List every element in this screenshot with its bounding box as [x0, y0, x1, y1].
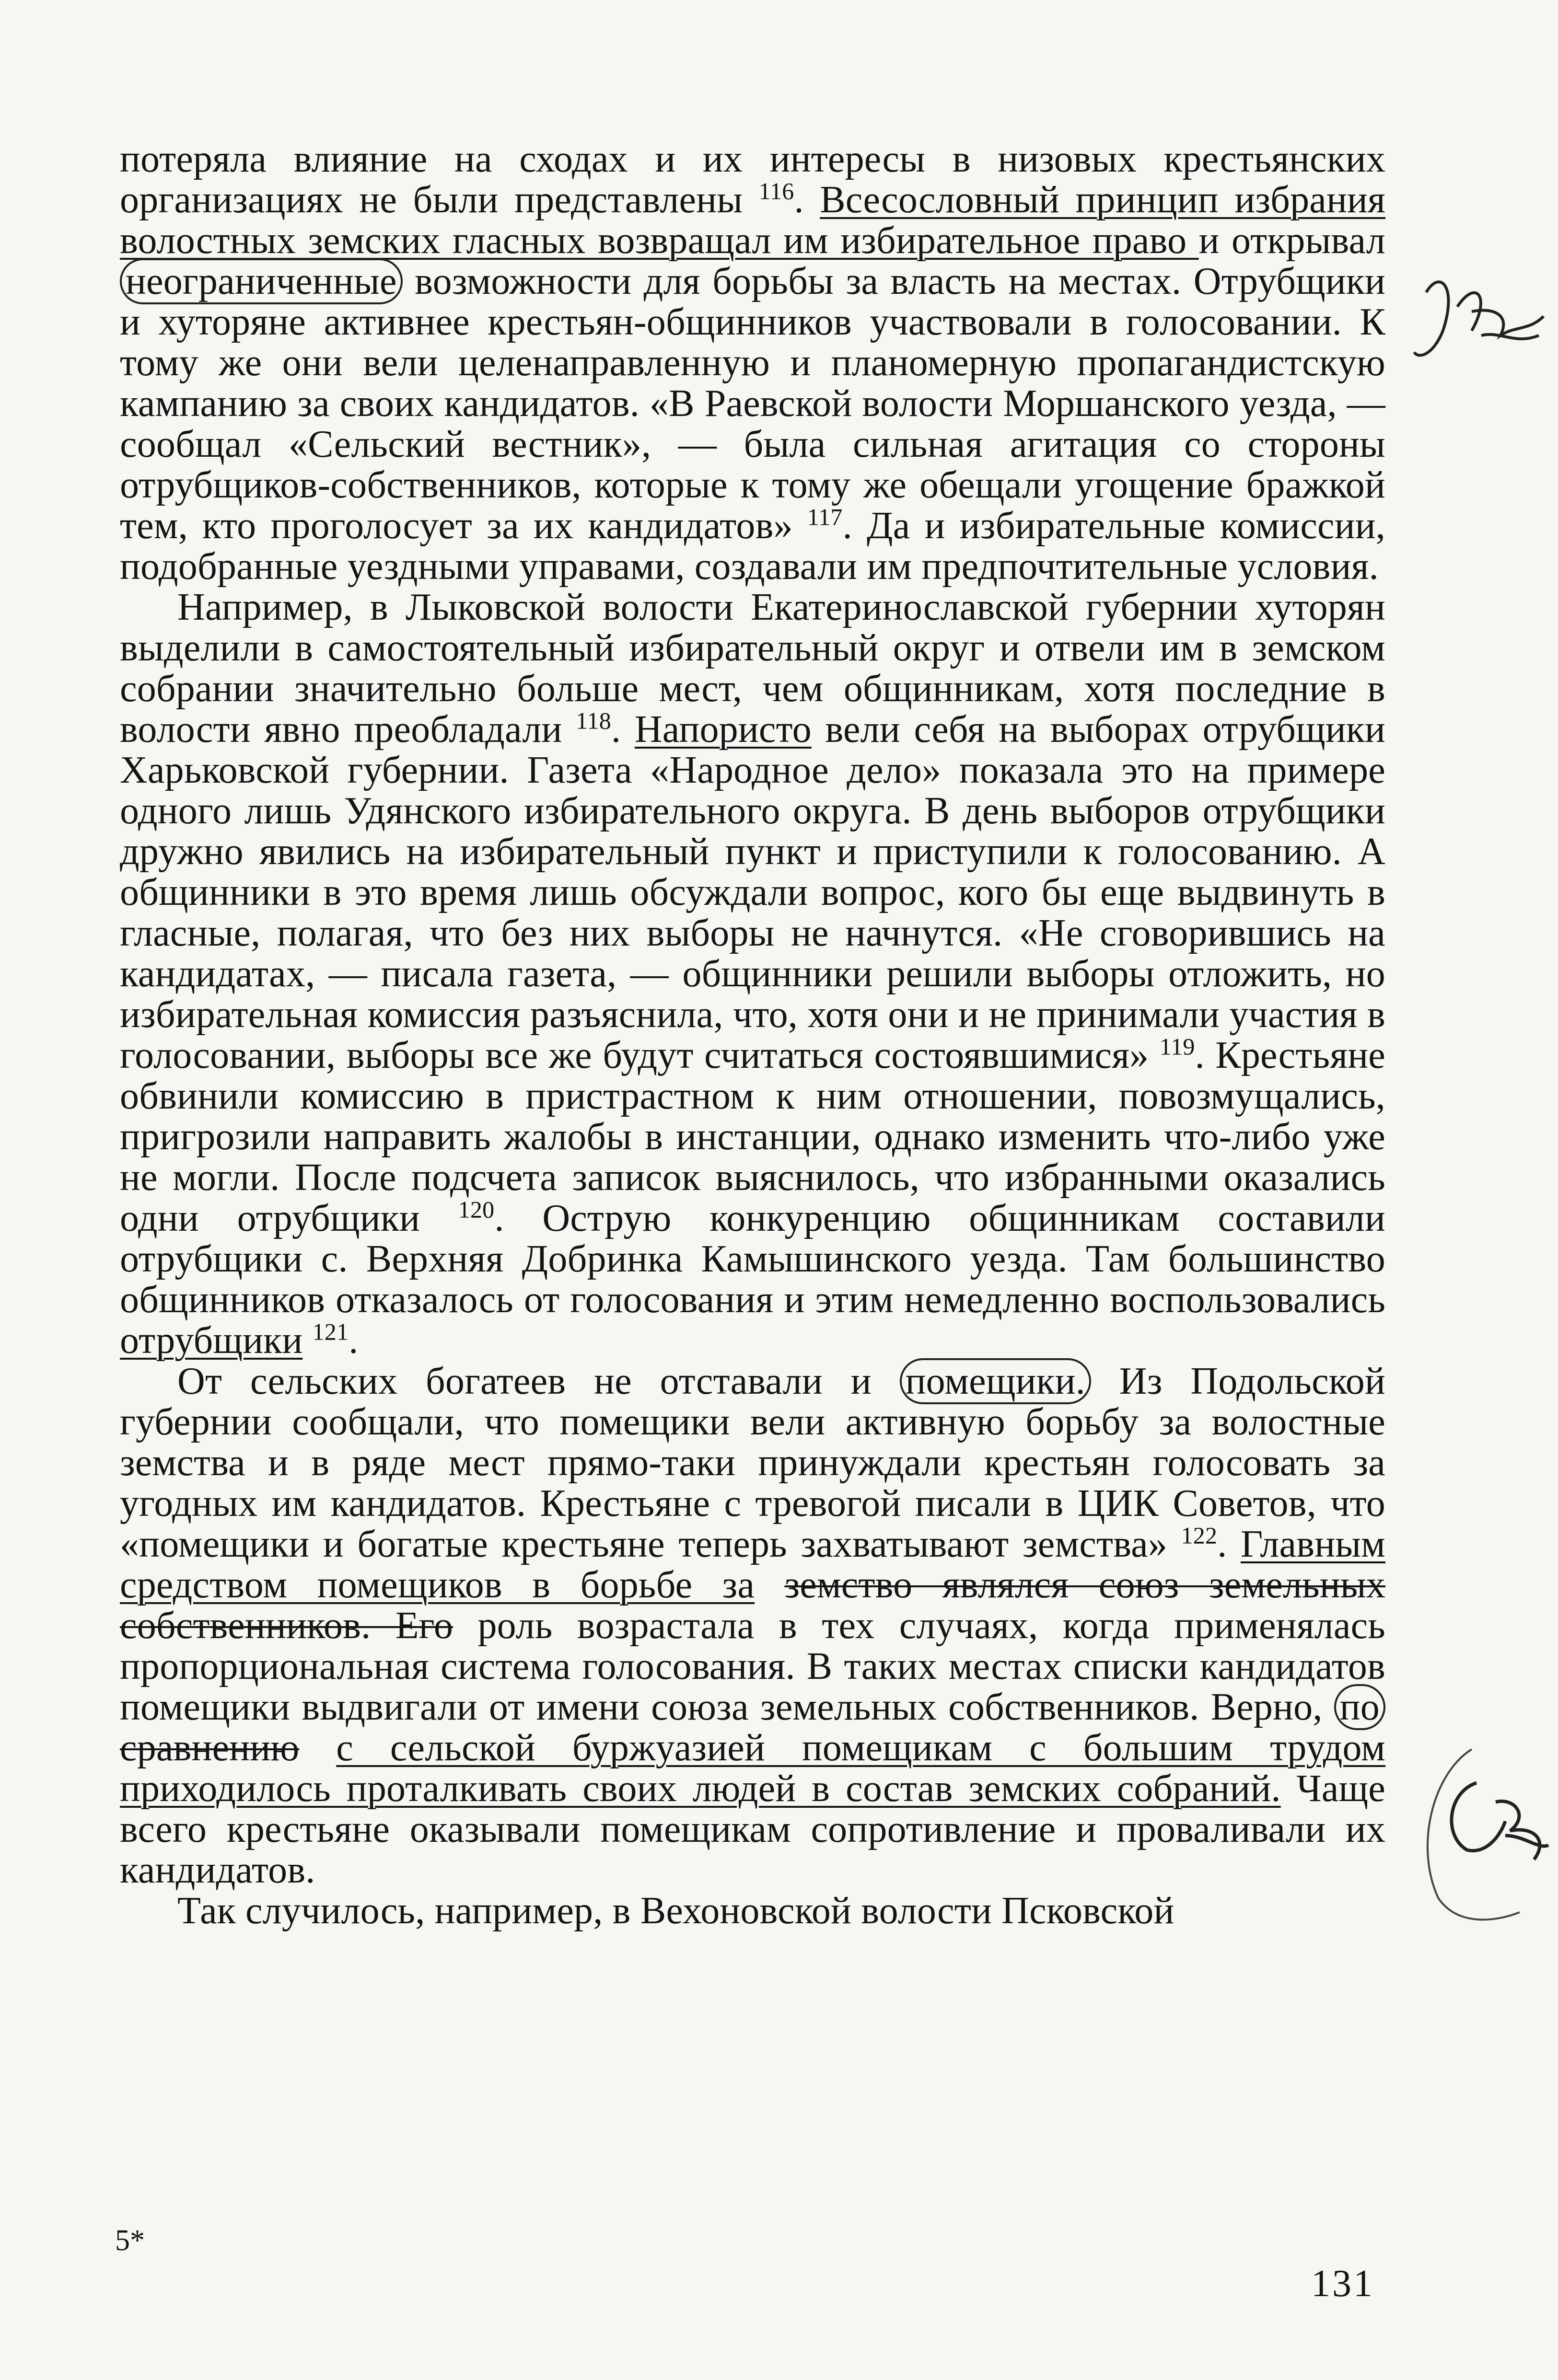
- text-run: Из Подольской губернии сообщали, что помещики вели активную борьбу за волостные земства и в ряде мест прямо-таки принуждали крестьян голосовать за угодных им кандидатов. Крестьяне с тревогой писали в ЦИК Советов, что «помещики и богатые крестьяне теперь захватывают земства»: [120, 1360, 1386, 1565]
- footnote-ref: 118: [576, 707, 611, 734]
- underlined-text: с сельской буржуазией помещикам с большим трудом приходилось проталкивать своих людей в состав земских собраний.: [120, 1727, 1386, 1810]
- paragraph: [120, 139, 1385, 587]
- circled-word: помещики.: [900, 1358, 1091, 1404]
- underlined-text: Всесословный принцип избрания волостных земских гласных возвращал им избирательное право: [120, 179, 1385, 262]
- text-run: и открывал: [1198, 220, 1385, 262]
- underlined-text: отрубщики: [120, 1319, 303, 1362]
- page-number: 131: [1311, 2263, 1374, 2305]
- text-run: [755, 1564, 784, 1606]
- paragraph: [120, 587, 1385, 1361]
- handwritten-scribble-bottom: [1452, 1783, 1548, 1860]
- struck-text: сравнению: [120, 1727, 300, 1769]
- text-run: .: [1217, 1523, 1241, 1565]
- text-run: . Да и избирательные комиссии, подобранные уездными управами, создавали им предпочтительные условия.: [120, 505, 1385, 588]
- footnote-ref: 117: [807, 503, 843, 531]
- footnote-ref: 120: [458, 1196, 495, 1223]
- text-run: потеряла влияние на сходах и их интересы в низовых крестьянских организациях не были представлены: [120, 138, 1385, 221]
- text-run: Так случилось, например, в Вехоновской волости Псковской: [177, 1890, 1174, 1932]
- handwritten-scribble-top: [1457, 293, 1544, 339]
- text-run: .: [794, 179, 820, 221]
- underlined-text: Главным средством помещиков в борьбе за: [120, 1523, 1385, 1606]
- paragraph: [120, 1361, 1385, 1891]
- text-run: возможности для борьбы за власть на местах. Отрубщики и хуторяне активнее крестьян-общинников участвовали в голосовании. К тому же они вели целенаправленную и планомерную пропагандистскую кампанию за своих кандидатов. «В Раевской волости Моршанского уезда, — сообщал «Сельский вестник», — была сильная агитация со стороны отрубщиков-собственников, которые к тому же обещали угощение бражкой тем, кто проголосует за их кандидатов»: [120, 260, 1385, 547]
- text-run: [299, 1727, 336, 1769]
- body-text: [120, 139, 1385, 1931]
- underlined-text: Напористо: [634, 708, 812, 751]
- text-run: От сельских богатеев не отставали и: [177, 1360, 900, 1402]
- text-run: [302, 1319, 312, 1362]
- footnote-ref: 119: [1159, 1033, 1195, 1060]
- text-run: роль возрастала в тех случаях, когда применялась пропорциональная система голосования. В таких местах списки кандидатов помещики выдвигали от имени союза земельных собственников. Верно,: [120, 1605, 1385, 1728]
- handwritten-arc: [1428, 1749, 1520, 1919]
- circled-word: по: [1334, 1684, 1385, 1730]
- text-run: .: [611, 708, 635, 751]
- footnote-ref: 116: [758, 177, 794, 205]
- footnote-ref: 122: [1181, 1522, 1218, 1549]
- signature-mark: 5*: [115, 2224, 145, 2257]
- footnote-ref: 121: [312, 1318, 349, 1345]
- struck-text: земство являлся союз земельных собственников. Его: [120, 1564, 1385, 1647]
- text-run: . Крестьяне обвинили комиссию в пристрастном к ним отношении, повозмущались, пригрозили направить жалобы в инстанции, однако изменить что-либо уже не могли. После подсчета записок выяснилось, что избранными оказались одни отрубщики: [120, 1034, 1385, 1239]
- text-run: вели себя на выборах отрубщики Харьковской губернии. Газета «Народное дело» показала это на примере одного лишь Удянского избирательного округа. В день выборов отрубщики дружно явились на избирательный пункт и приступили к голосованию. А общинники в это время лишь обсуждали вопрос, кого бы еще выдвинуть в гласные, полагая, что без них выборы не начнутся. «Не сговорившись на кандидатах, — писала газета, — общинники решили выборы отложить, но избирательная комиссия разъяснила, что, хотя они и не принимали участия в голосовании, выборы все же будут считаться состоявшимися»: [120, 708, 1386, 1076]
- handwritten-mark-top: [1414, 282, 1448, 355]
- text-run: .: [349, 1319, 359, 1362]
- text-run: . Острую конкуренцию общинникам составили отрубщики с. Верхняя Добринка Камышинского уезда. Там большинство общинников отказалось от голосования и этим немедленно воспользовались: [120, 1197, 1386, 1321]
- text-run: Чаще всего крестьяне оказывали помещикам сопротивление и проваливали их кандидатов.: [120, 1768, 1385, 1891]
- circled-word: неограниченные: [120, 258, 403, 304]
- paragraph: [120, 1891, 1385, 1931]
- text-run: Например, в Лыковской волости Екатеринославской губернии хуторян выделили в самостоятельный избирательный округ и отвели им в земском собрании значительно больше мест, чем общинникам, хотя последние в волости явно преобладали: [120, 586, 1385, 751]
